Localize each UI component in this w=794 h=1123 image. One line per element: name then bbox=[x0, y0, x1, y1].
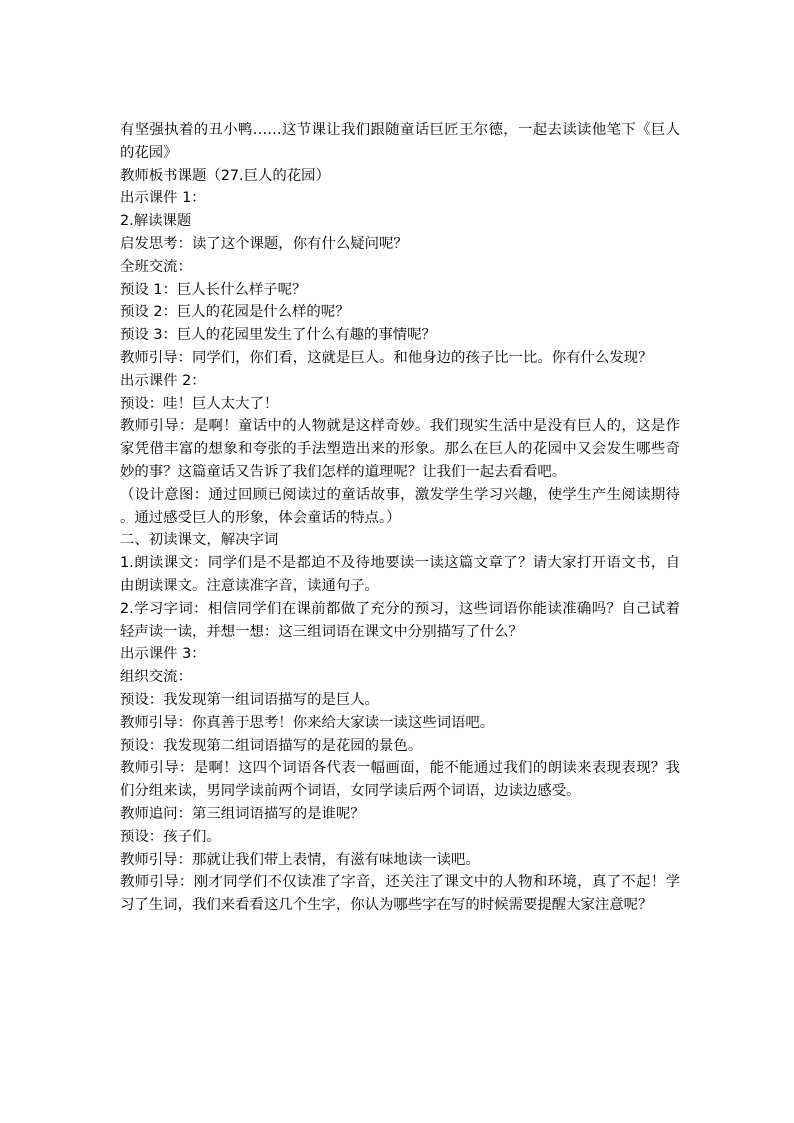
paragraph-preset-children: 预设：孩子们。 bbox=[120, 828, 221, 845]
paragraph-courseware-3: 出示课件 3： bbox=[120, 646, 206, 663]
paragraph-preset-group-2: 预设：我发现第二组词语描写的是花园的景色。 bbox=[120, 737, 423, 754]
paragraph-organize-discussion: 组织交流： bbox=[120, 669, 192, 686]
paragraph-preset-1: 预设 1：巨人长什么样子呢？ bbox=[120, 281, 307, 298]
paragraph-intro: 有坚强执着的丑小鸭……这节课让我们跟随童话巨匠王尔德，一起去读读他笔下《巨人的花园》 bbox=[120, 122, 680, 161]
paragraph-design-intent: （设计意图：通过回顾已阅读过的童话故事，激发学生学习兴趣，使学生产生阅读期待。通过感受巨人的形象，体会童话的特点。） bbox=[120, 486, 680, 526]
paragraph-preset-wow: 预设：哇！巨人太大了！ bbox=[120, 395, 279, 412]
paragraph-interpret-title: 2.解读课题 bbox=[120, 213, 192, 230]
paragraph-learn-words: 2.学习字词：相信同学们在课前都做了充分的预习，这些词语你能读准确吗？自己试着轻声读一读，并想一想：这三组词语在课文中分别描写了什么？ bbox=[120, 600, 680, 640]
paragraph-preset-2: 预设 2：巨人的花园是什么样的呢？ bbox=[120, 304, 350, 321]
paragraph-prompt-thinking: 启发思考：读了这个课题，你有什么疑问呢？ bbox=[120, 235, 408, 252]
paragraph-courseware-2: 出示课件 2： bbox=[120, 372, 206, 389]
paragraph-preset-group-1: 预设：我发现第一组词语描写的是巨人。 bbox=[120, 691, 380, 708]
paragraph-teacher-guide-6: 教师引导：刚才同学们不仅读准了字音，还关注了课文中的人物和环境，真了不起！学习了生词，我们来看看这几个生字，你认为哪些字在写的时候需要提醒大家注意呢？ bbox=[120, 874, 680, 914]
paragraph-board-title: 教师板书课题（27.巨人的花园） bbox=[120, 167, 330, 184]
paragraph-teacher-guide-2: 教师引导：是啊！童话中的人物就是这样奇妙。我们现实生活中是没有巨人的，这是作家凭借丰富的想象和夸张的手法塑造出来的形象。那么在巨人的花园中又会发生哪些奇妙的事？这篇童话又告诉了我们怎样的道理呢？让我们一起去看看吧。 bbox=[120, 418, 680, 480]
paragraph-read-aloud: 1.朗读课文：同学们是不是都迫不及待地要读一读这篇文章了？请大家打开语文书，自由朗读课文。注意读准字音，读通句子。 bbox=[120, 555, 680, 594]
paragraph-courseware-1: 出示课件 1： bbox=[120, 190, 206, 207]
paragraph-class-discussion: 全班交流： bbox=[120, 258, 192, 275]
paragraph-teacher-question: 教师追问：第三组词语描写的是谁呢？ bbox=[120, 805, 365, 822]
paragraph-teacher-guide-5: 教师引导：那就让我们带上表情，有滋有味地读一读吧。 bbox=[120, 851, 480, 868]
paragraph-teacher-guide-4: 教师引导：是啊！这四个词语各代表一幅画面，能不能通过我们的朗读来表现表现？我们分组来读，男同学读前两个词语，女同学读后两个词语，边读边感受。 bbox=[120, 760, 680, 800]
paragraph-teacher-guide-3: 教师引导：你真善于思考！你来给大家读一读这些词语吧。 bbox=[120, 714, 495, 731]
lesson-plan-text bbox=[120, 119, 680, 917]
section-heading-initial-reading: 二、初读课文，解决字词 bbox=[120, 532, 279, 549]
paragraph-preset-3: 预设 3：巨人的花园里发生了什么有趣的事情呢？ bbox=[120, 327, 436, 344]
paragraph-teacher-guide-1: 教师引导：同学们，你们看，这就是巨人。和他身边的孩子比一比。你有什么发现？ bbox=[120, 349, 653, 366]
